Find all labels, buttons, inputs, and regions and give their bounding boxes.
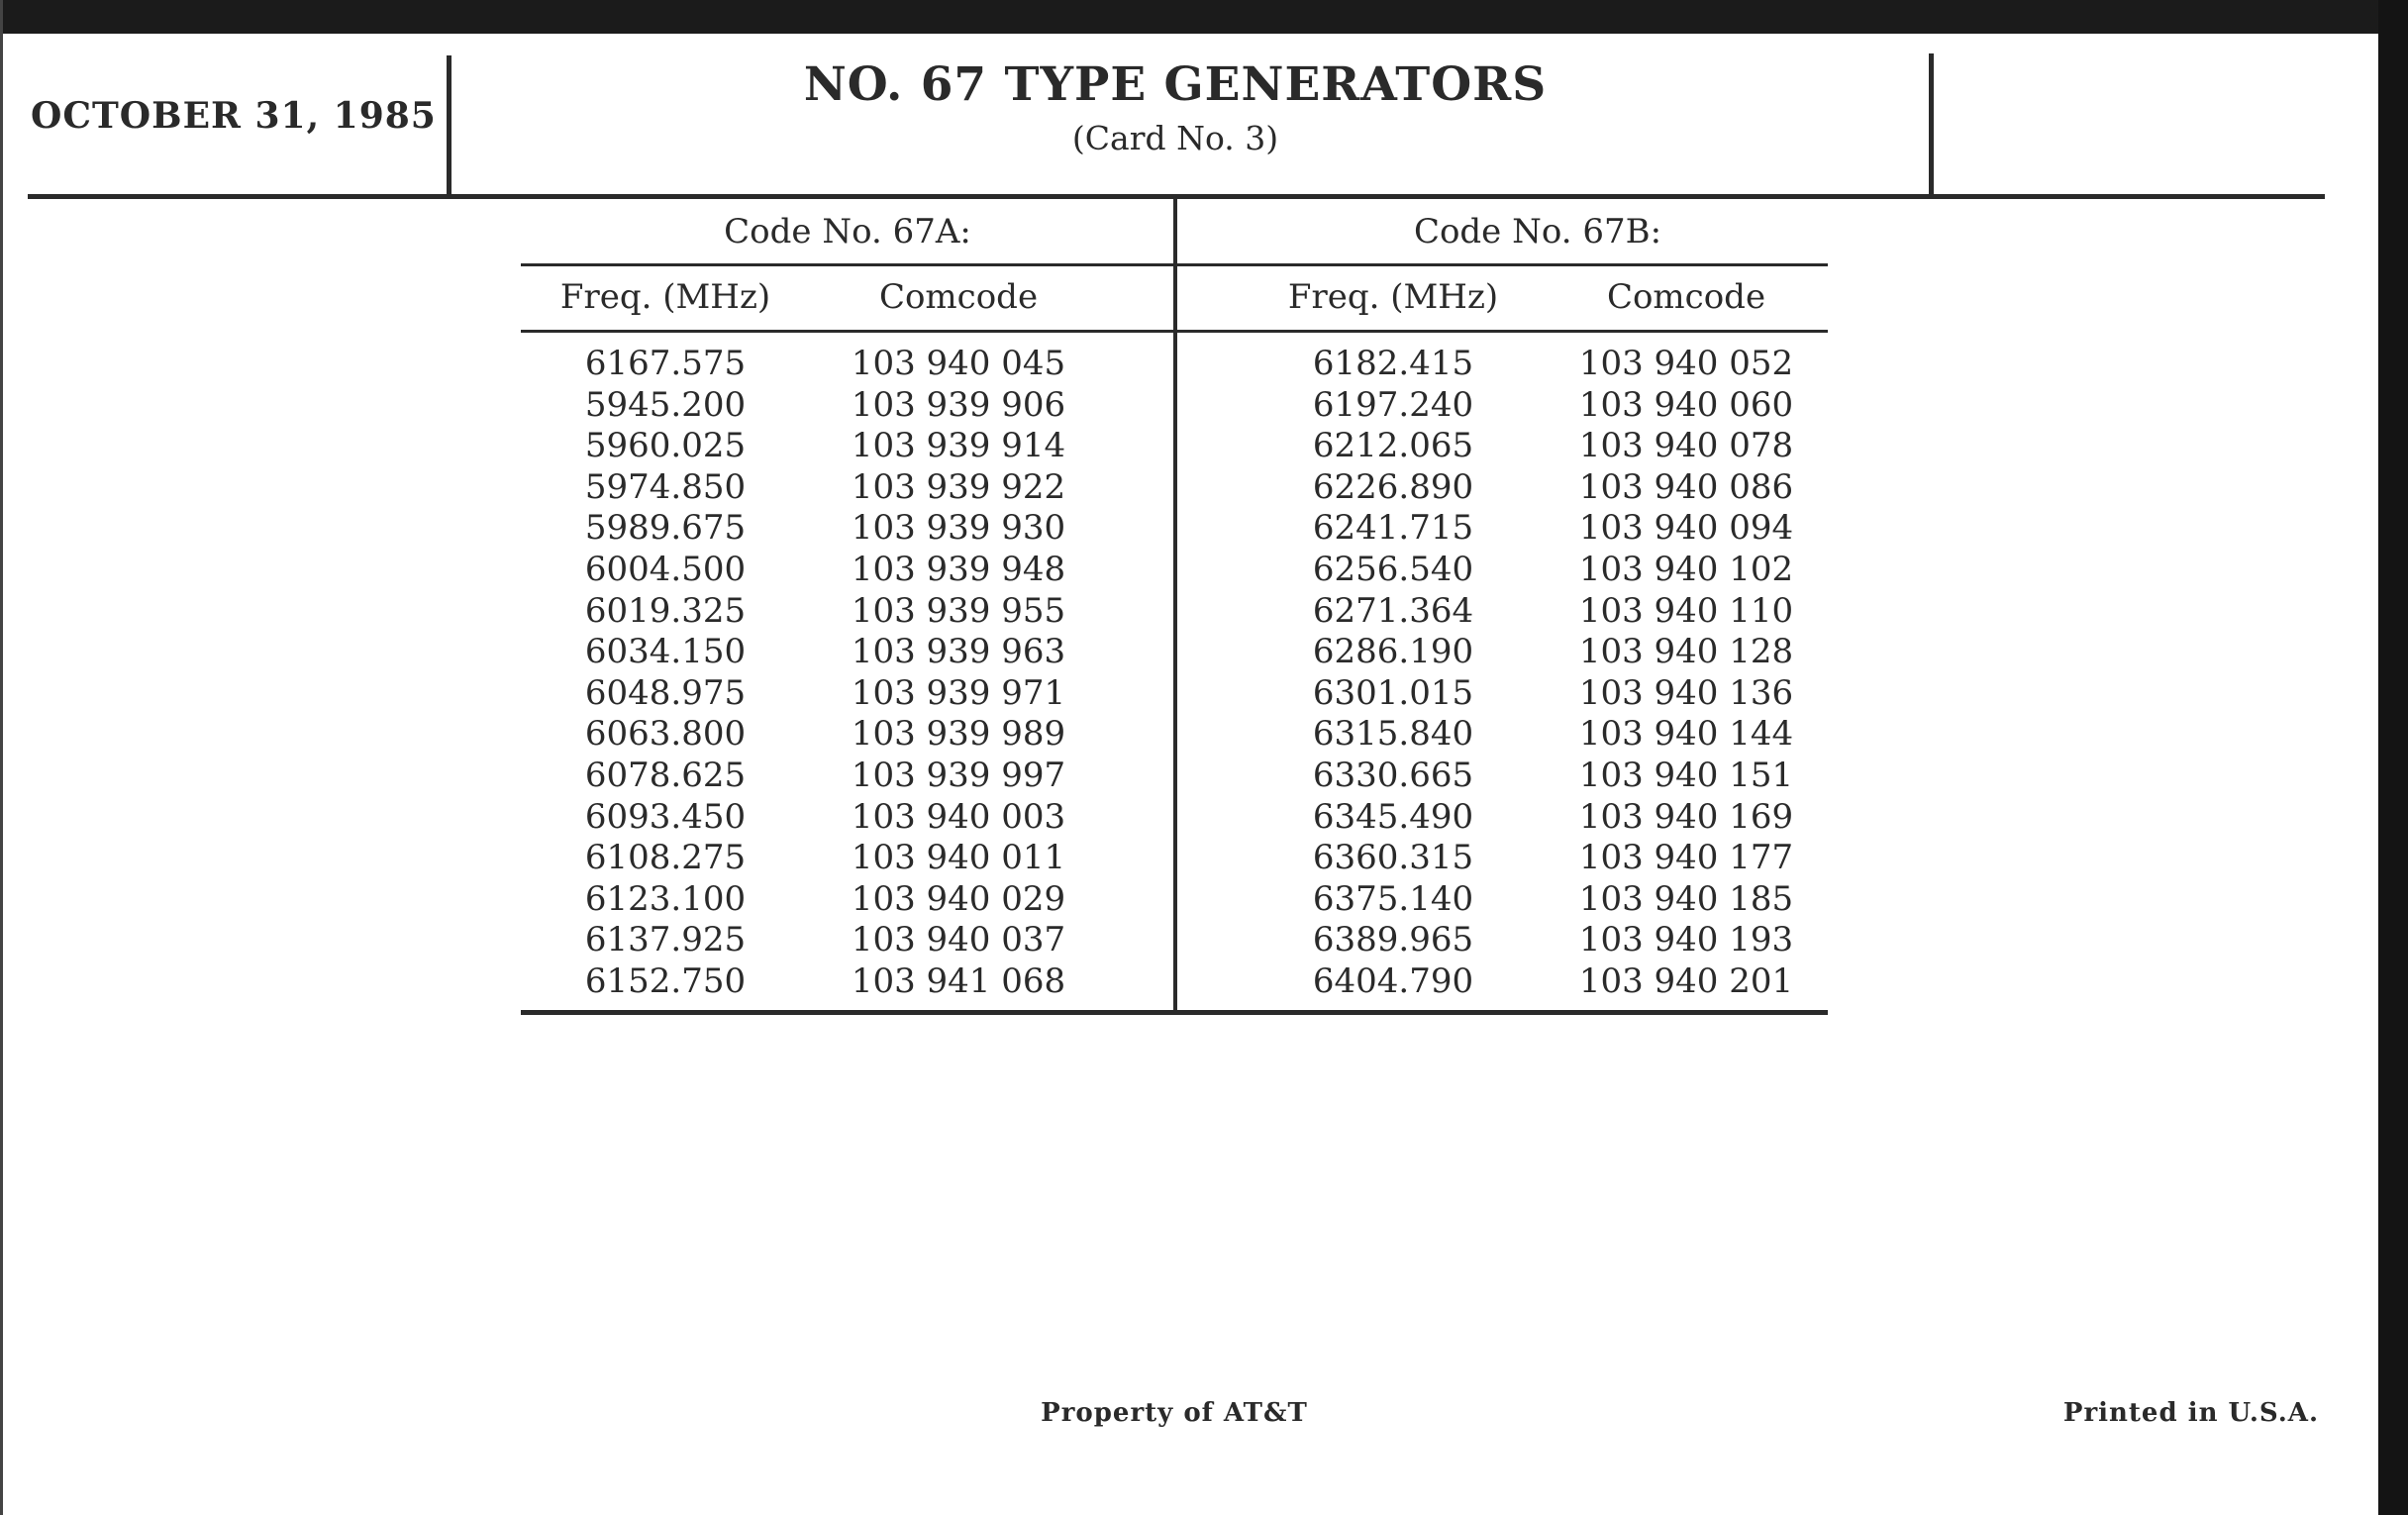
card-date: OCTOBER 31, 1985 — [31, 95, 437, 137]
comcode-cell: 103 939 955 — [851, 590, 1066, 631]
card-number: (Card No. 3) — [1071, 119, 1279, 157]
table-rule-bottom — [521, 1010, 1828, 1015]
table-rule-header — [521, 330, 1828, 333]
comcode-cell: 103 939 914 — [851, 426, 1066, 466]
freq-cell: 6301.015 — [1312, 672, 1474, 713]
header-divider-left — [447, 55, 452, 198]
freq-cell: 6197.240 — [1312, 384, 1474, 425]
comcode-cell: 103 939 971 — [851, 672, 1066, 713]
comcode-cell: 103 939 997 — [851, 756, 1066, 795]
freq-cell: 6093.450 — [584, 796, 747, 837]
freq-cell: 6167.575 — [584, 344, 747, 383]
comcode-cell: 103 939 906 — [851, 384, 1066, 425]
freq-cell: 6404.790 — [1312, 961, 1474, 1001]
column-header-comcode: Comcode — [1606, 277, 1766, 317]
comcode-cell: 103 940 128 — [1578, 632, 1794, 672]
freq-cell: 6004.500 — [584, 550, 747, 589]
header-divider-right — [1929, 53, 1934, 198]
comcode-cell: 103 940 003 — [851, 796, 1066, 837]
comcode-cell: 103 940 136 — [1578, 672, 1794, 713]
freq-cell: 6152.750 — [584, 961, 747, 1001]
group-label-67b: Code No. 67B: — [1413, 212, 1662, 252]
freq-cell: 6182.415 — [1312, 344, 1474, 383]
group-label-67a: Code No. 67A: — [724, 212, 971, 252]
scan-left-border — [0, 0, 3, 1515]
freq-cell: 6048.975 — [584, 672, 747, 713]
freq-cell: 6019.325 — [584, 590, 747, 631]
freq-cell: 6375.140 — [1312, 878, 1474, 919]
comcode-cell: 103 940 201 — [1578, 961, 1794, 1001]
freq-cell: 6078.625 — [584, 756, 747, 795]
comcode-cell: 103 940 144 — [1578, 714, 1794, 755]
freq-cell: 5974.850 — [584, 466, 747, 507]
comcode-cell: 103 939 989 — [851, 714, 1066, 755]
comcode-cell: 103 941 068 — [851, 961, 1066, 1001]
freq-cell: 5960.025 — [584, 426, 747, 466]
comcode-cell: 103 940 060 — [1578, 384, 1794, 425]
table-center-divider — [1173, 198, 1177, 1014]
scan-right-border — [2378, 0, 2408, 1515]
table-rule-group — [521, 263, 1828, 266]
comcode-cell: 103 940 110 — [1578, 590, 1794, 631]
comcode-cell: 103 940 185 — [1578, 878, 1794, 919]
column-header-freq: Freq. (MHz) — [1287, 277, 1499, 317]
freq-cell: 6241.715 — [1312, 508, 1474, 549]
footer-printed: Printed in U.S.A. — [2062, 1398, 2319, 1428]
freq-cell: 6286.190 — [1312, 632, 1474, 672]
freq-cell: 6137.925 — [584, 920, 747, 960]
comcode-cell: 103 940 011 — [851, 838, 1066, 878]
scan-top-border — [0, 0, 2408, 34]
freq-cell: 6330.665 — [1312, 756, 1474, 795]
comcode-cell: 103 940 045 — [851, 344, 1066, 383]
footer-property: Property of AT&T — [1041, 1398, 1308, 1428]
freq-cell: 6063.800 — [584, 714, 747, 755]
freq-cell: 6315.840 — [1312, 714, 1474, 755]
freq-cell: 6271.364 — [1312, 590, 1474, 631]
comcode-cell: 103 940 193 — [1578, 920, 1794, 960]
page-title: NO. 67 TYPE GENERATORS — [803, 57, 1548, 112]
freq-cell: 6034.150 — [584, 632, 747, 672]
freq-cell: 6389.965 — [1312, 920, 1474, 960]
comcode-cell: 103 940 078 — [1578, 426, 1794, 466]
column-header-freq: Freq. (MHz) — [559, 277, 771, 317]
comcode-cell: 103 940 177 — [1578, 838, 1794, 878]
freq-cell: 5989.675 — [584, 508, 747, 549]
comcode-cell: 103 940 037 — [851, 920, 1066, 960]
comcode-cell: 103 940 094 — [1578, 508, 1794, 549]
freq-cell: 6360.315 — [1312, 838, 1474, 878]
comcode-cell: 103 939 963 — [851, 632, 1066, 672]
freq-cell: 6108.275 — [584, 838, 747, 878]
freq-cell: 6256.540 — [1312, 550, 1474, 589]
comcode-cell: 103 939 948 — [851, 550, 1066, 589]
freq-cell: 6226.890 — [1312, 466, 1474, 507]
freq-cell: 5945.200 — [584, 384, 747, 425]
freq-cell: 6123.100 — [584, 878, 747, 919]
column-header-comcode: Comcode — [878, 277, 1039, 317]
comcode-cell: 103 940 151 — [1578, 756, 1794, 795]
comcode-cell: 103 940 086 — [1578, 466, 1794, 507]
freq-cell: 6212.065 — [1312, 426, 1474, 466]
comcode-cell: 103 940 029 — [851, 878, 1066, 919]
comcode-cell: 103 939 930 — [851, 508, 1066, 549]
comcode-cell: 103 940 102 — [1578, 550, 1794, 589]
comcode-cell: 103 939 922 — [851, 466, 1066, 507]
comcode-cell: 103 940 052 — [1578, 344, 1794, 383]
freq-cell: 6345.490 — [1312, 796, 1474, 837]
comcode-cell: 103 940 169 — [1578, 796, 1794, 837]
